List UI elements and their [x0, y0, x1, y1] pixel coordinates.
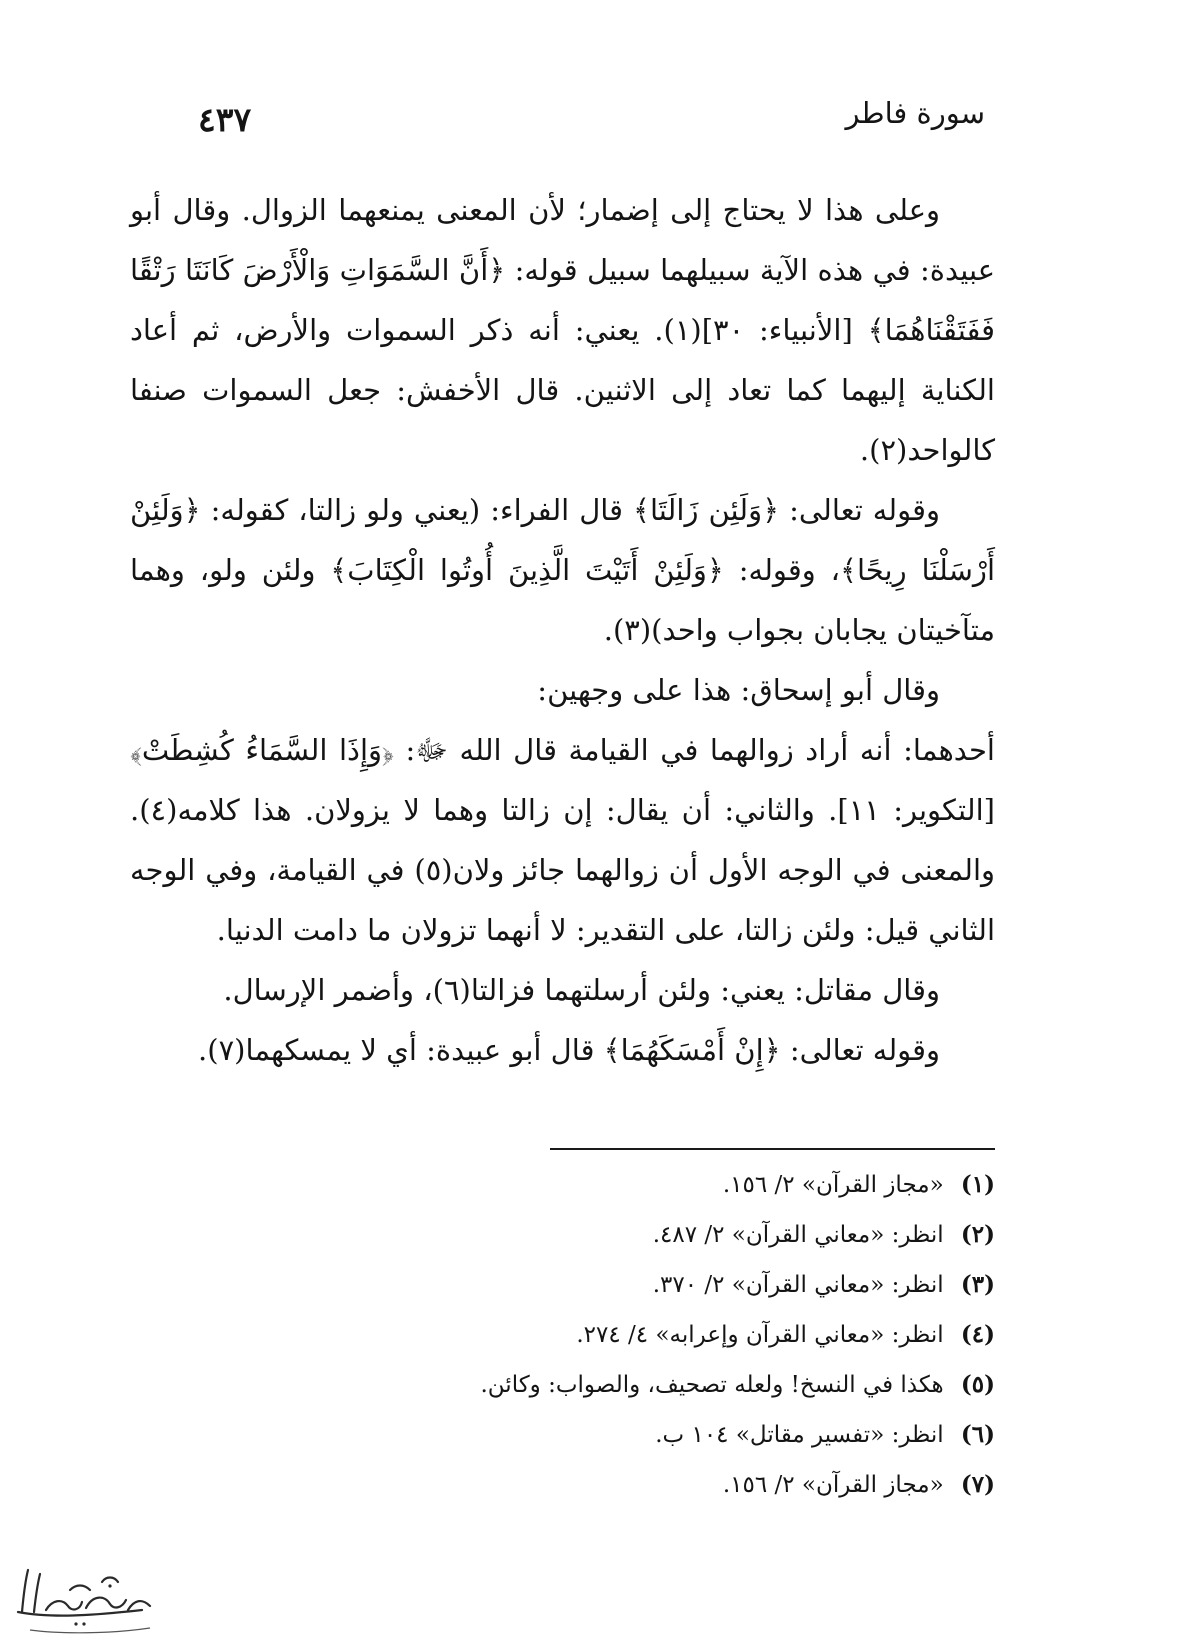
footnote-number: (١)	[960, 1171, 995, 1198]
paragraph: وعلى هذا لا يحتاج إلى إضمار؛ لأن المعنى يمنعهما الزوال. وقال أبو عبيدة: في هذه الآية سبيلهما سبيل قوله: ﴿أَنَّ السَّمَوَاتِ وَالْأَرْضَ كَانَتَا رَتْقًا فَفَتَقْنَاهُمَا﴾ [الأنبياء: ٣٠](١). يعني: أنه ذكر السموات والأرض، ثم أعاد الكناية إليهما كما تعاد إلى الاثنين. قال الأخفش: جعل السموات صنفا كالواحد(٢).	[130, 193, 996, 467]
footnote-text: «مجاز القرآن» ٢/ ١٥٦.	[722, 1172, 944, 1198]
footnote	[130, 1360, 995, 1410]
footnote-number: (٣)	[960, 1271, 995, 1298]
paragraph: وقوله تعالى: ﴿وَلَئِن زَالَتَا﴾ قال الفراء: (يعني ولو زالتا، كقوله: ﴿وَلَئِنْ أَرْسَلْنَا رِيحًا﴾، وقوله: ﴿وَلَئِنْ أَتَيْتَ الَّذِينَ أُوتُوا الْكِتَابَ﴾ ولئن ولو، وهما متآخيتان يجابان بجواب واحد)(٣).	[130, 493, 995, 647]
footnote-text: انظر: «تفسير مقاتل» ١٠٤ ب.	[655, 1422, 944, 1448]
paragraph: وقال مقاتل: يعني: ولئن أرسلتهما فزالتا(٦)، وأضمر الإرسال.	[223, 973, 940, 1007]
footnote-number: (٢)	[960, 1221, 995, 1248]
footnote-text: هكذا في النسخ! ولعله تصحيف، والصواب: وكائن.	[480, 1372, 944, 1398]
footnotes	[130, 1160, 995, 1510]
footnote-number: (٤)	[960, 1321, 995, 1348]
footnote-text: انظر: «معاني القرآن» ٢/ ٤٨٧.	[652, 1222, 944, 1248]
footnote	[130, 1210, 995, 1260]
footnote	[130, 1160, 995, 1210]
footnote-text: انظر: «معاني القرآن وإعرابه» ٤/ ٢٧٤.	[576, 1322, 944, 1348]
footnote	[130, 1410, 995, 1460]
footnote-number: (٦)	[960, 1421, 995, 1448]
footnote	[130, 1460, 995, 1510]
surah-title: سورة فاطر	[845, 96, 985, 130]
footnote-text: انظر: «معاني القرآن» ٢/ ٣٧٠.	[652, 1272, 944, 1298]
footnote	[130, 1310, 995, 1360]
paragraph: وقال أبو إسحاق: هذا على وجهين:	[537, 673, 940, 707]
footnote	[130, 1260, 995, 1310]
page-number: ٤٣٧	[198, 100, 252, 139]
main-text	[130, 180, 995, 1080]
footnote-text: «مجاز القرآن» ٢/ ١٥٦.	[722, 1472, 944, 1498]
paragraph: وقوله تعالى: ﴿إِنْ أَمْسَكَهُمَا﴾ قال أبو عبيدة: أي لا يمسكهما(٧).	[198, 1033, 940, 1067]
footnote-divider	[550, 1148, 995, 1150]
paragraph: أحدهما: أنه أراد زوالهما في القيامة قال الله ﷻ: ﴿وَإِذَا السَّمَاءُ كُشِطَتْ﴾ [التكوير: ١١]. والثاني: أن يقال: إن زالتا وهما لا يزولان. هذا كلامه(٤). والمعنى في الوجه الأول أن زوالهما جائز ولان(٥) في القيامة، وفي الوجه الثاني قيل: ولئن زالتا، على التقدير: لا أنهما تزولان ما دامت الدنيا.	[130, 733, 996, 947]
footnote-number: (٧)	[960, 1471, 995, 1498]
publisher-logo-icon	[10, 1560, 160, 1640]
footnote-number: (٥)	[960, 1371, 995, 1398]
